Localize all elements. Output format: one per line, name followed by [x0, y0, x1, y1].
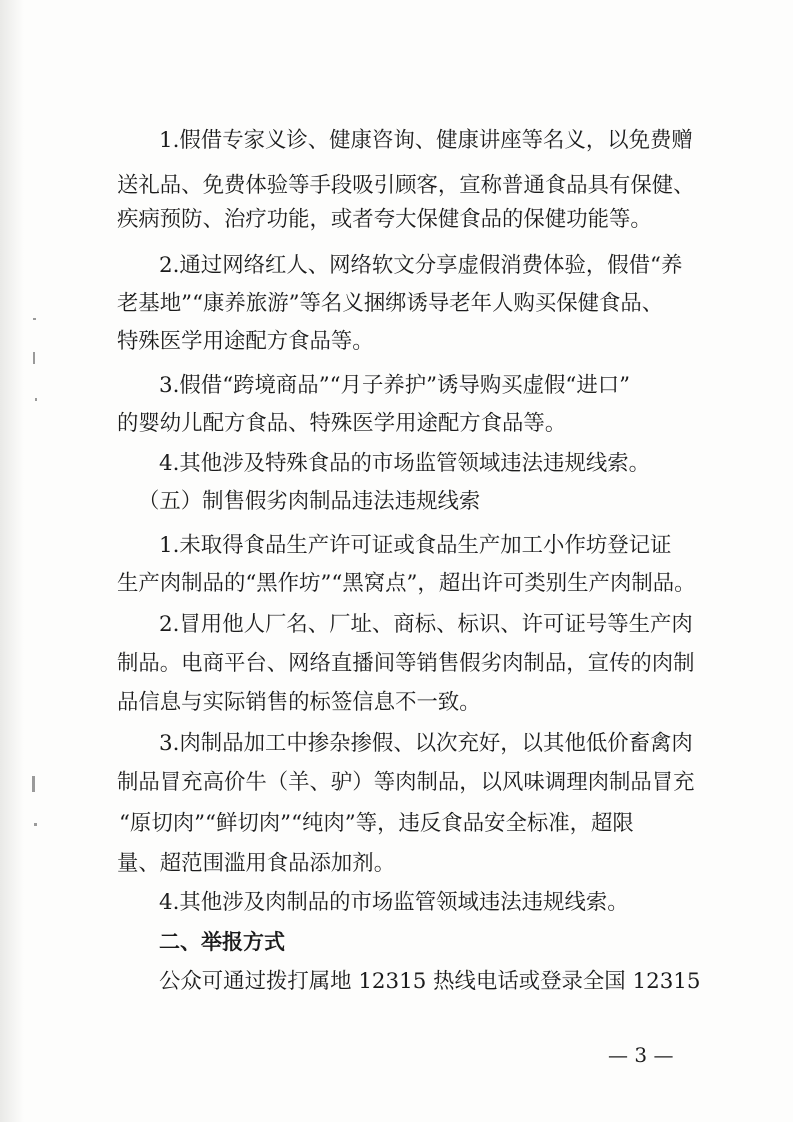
body-line: 2.冒用他人厂名、厂址、商标、标识、许可证号等生产肉	[159, 612, 693, 637]
body-line: 4.其他涉及肉制品的市场监管领域违法违规线索。	[159, 890, 629, 915]
body-line: 特殊医学用途配方食品等。	[117, 329, 374, 354]
body-line: 疾病预防、治疗功能，或者夸大保健食品的保健功能等。	[117, 207, 652, 232]
body-line: 生产肉制品的“黑作坊”“黑窝点”，超出许可类别生产肉制品。	[117, 571, 696, 596]
body-line: 制品。电商平台、网络直播间等销售假劣肉制品，宣传的肉制	[117, 651, 695, 676]
section-heading: 二、举报方式	[159, 930, 285, 954]
body-line: 的婴幼儿配方食品、特殊医学用途配方食品等。	[117, 411, 567, 436]
body-line: 制品冒充高价牛（羊、驴）等肉制品，以风味调理肉制品冒充	[117, 770, 695, 795]
body-line: “原切肉”“鲜切肉”“纯肉”等，违反食品安全标准，超限	[119, 811, 634, 836]
section-heading: （五）制售假劣肉制品违法违规线索	[138, 489, 481, 514]
body-line: 老基地”“康养旅游”等名义捆绑诱导老年人购买保健食品、	[117, 291, 664, 316]
body-line: 品信息与实际销售的标签信息不一致。	[117, 690, 481, 715]
body-line: 4.其他涉及特殊食品的市场监管领域违法违规线索。	[159, 451, 651, 476]
body-line: 1.未取得食品生产许可证或食品生产加工小作坊登记证	[159, 533, 672, 558]
body-line: 送礼品、免费体验等手段吸引顾客，宣称普通食品具有保健、	[117, 173, 695, 198]
body-line: 1.假借专家义诊、健康咨询、健康讲座等名义，以免费赠	[159, 128, 693, 153]
body-line: 3.假借“跨境商品”“月子养护”诱导购买虚假“进口”	[159, 373, 631, 398]
body-line: 公众可通过拨打属地 12315 热线电话或登录全国 12315	[159, 969, 701, 994]
body-line: 2.通过网络红人、网络软文分享虚假消费体验，假借“养	[159, 253, 683, 278]
page-number: — 3 —	[608, 1043, 674, 1067]
body-line: 量、超范围滥用食品添加剂。	[117, 851, 396, 876]
body-line: 3.肉制品加工中掺杂掺假、以次充好，以其他低价畜禽肉	[159, 731, 693, 756]
